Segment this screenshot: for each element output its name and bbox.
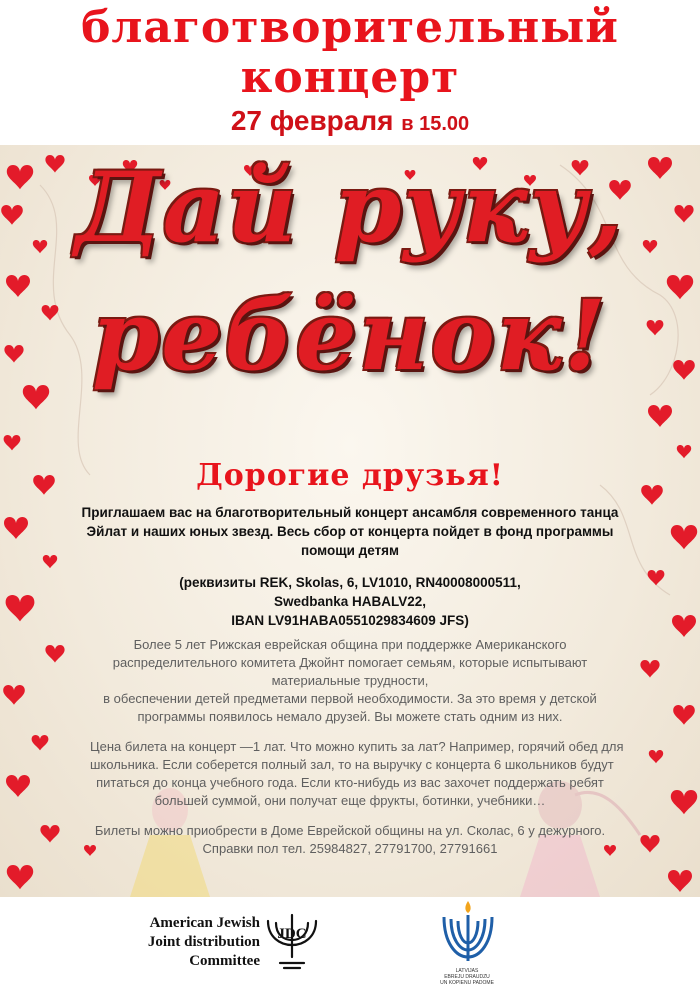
- paragraph-line: распределительного комитета Джойнт помогает семьям, которые испытывают: [112, 655, 588, 670]
- paragraph-tickets-info: [90, 822, 610, 858]
- paragraph-line: программы появилось немало друзей. Вы можете стать одним из них.: [137, 709, 563, 724]
- invitation-text: [70, 503, 630, 560]
- date-text: 27 февраля: [230, 105, 394, 136]
- paragraph-line: Билеты можно приобрести в Доме Еврейской общины на ул. Сколас, 6 у дежурного.: [94, 823, 606, 838]
- ajdc-name-line: Joint distribution: [147, 934, 260, 950]
- lek-caption-line: EBREJU DRAUDZU: [444, 974, 490, 980]
- jdc-logo: [262, 911, 322, 973]
- paragraph-line: Цена билета на концерт —1 лат. Что можно купить за лат? Например, горячий обед для: [90, 739, 624, 754]
- paragraph-line: большей суммой, они получат еще фрукты, ботинки, учебники…: [154, 793, 546, 808]
- paragraph-line: школьника. Если соберется полный зал, то на выручку с концерта 6 школьников будут: [90, 757, 614, 772]
- poster-title-line1: Дай руку,: [75, 151, 625, 264]
- paragraph-line: материальные трудности,: [271, 673, 429, 688]
- headline-charity: благотворительный: [81, 2, 619, 53]
- paragraph-ticket-price: [90, 738, 624, 810]
- time-text: в 15.00: [401, 113, 470, 135]
- lek-caption-line: UN KOPIENU PADOME: [440, 980, 494, 986]
- top-banner: [0, 0, 700, 145]
- paragraph-line: питаться до конца учебного года. Если кто-нибудь из вас захочет поддержать ребят: [96, 775, 604, 790]
- ajdc-name-line: Committee: [189, 953, 260, 969]
- paragraph-line: Справки пол тел. 25984827, 27791700, 27791661: [202, 841, 498, 856]
- poster-area: [0, 145, 700, 897]
- invitation-line: Приглашаем вас на благотворительный концерт ансамбля современного танца: [81, 505, 619, 520]
- requisites-line: Swedbanka HABALV22,: [273, 594, 427, 609]
- requisites-line: (реквизиты REK, Skolas, 6, LV1010, RN40008000511,: [179, 575, 521, 590]
- paragraph-line: в обеспечении детей предметами первой необходимости. За это время у детской: [103, 691, 597, 706]
- paragraph-about-program: [90, 636, 610, 726]
- jdc-logo-text: JDC: [277, 926, 307, 942]
- menorah-logo: [436, 899, 500, 969]
- invitation-line: Эйлат и наших юных звезд. Весь сбор от концерта пойдет в фонд программы: [86, 524, 614, 539]
- greeting-heading: Дорогие друзья!: [196, 458, 504, 493]
- ajdc-name: [120, 914, 260, 971]
- lek-caption-line: LATVIJAS: [455, 968, 479, 974]
- paragraph-line: Более 5 лет Рижская еврейская община при поддержке Американского: [133, 637, 567, 652]
- poster-title-line2: ребёнок!: [92, 279, 608, 392]
- requisites-line: IBAN LV91HABA0551029834609 JFS): [231, 613, 469, 628]
- bank-requisites: [70, 573, 630, 630]
- ajdc-name-line: American Jewish: [149, 915, 260, 931]
- sponsor-footer: [0, 897, 700, 991]
- invitation-line: помощи детям: [300, 543, 400, 558]
- concert-date: [0, 107, 700, 135]
- lek-caption: [438, 968, 496, 986]
- headline-concert: концерт: [240, 52, 460, 103]
